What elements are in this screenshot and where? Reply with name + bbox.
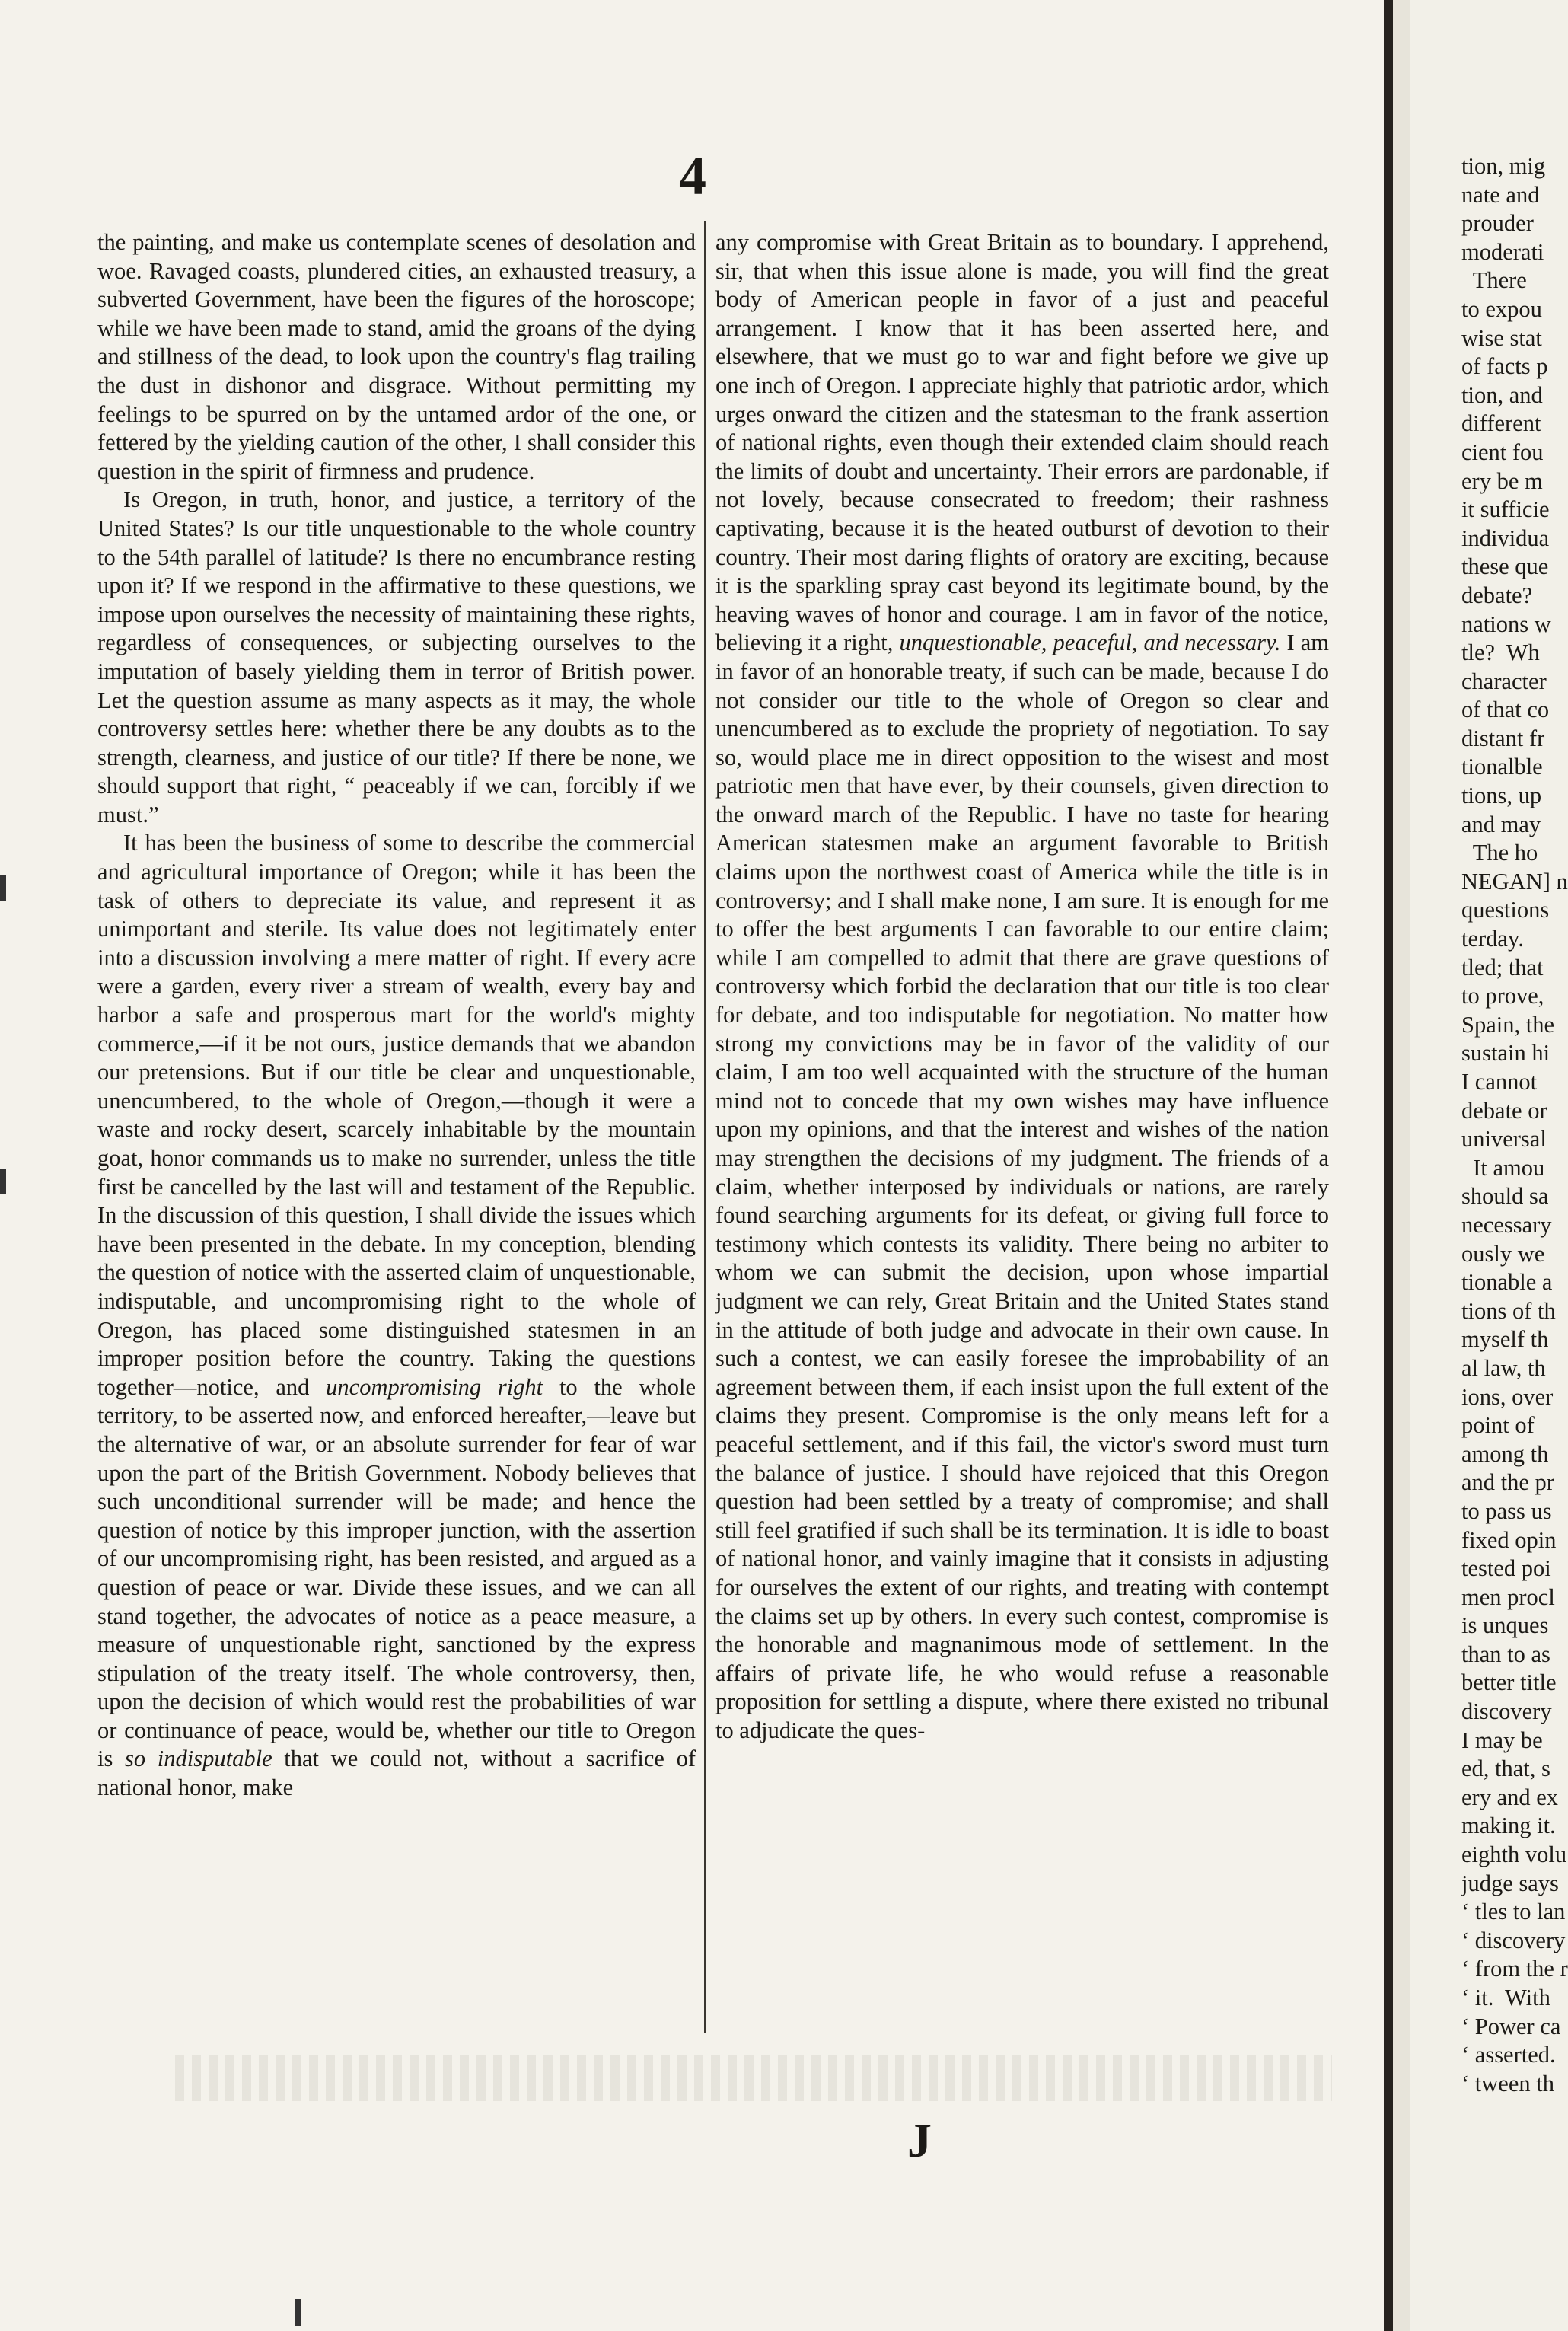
cropped-line: ed, that, s	[1461, 1755, 1550, 1782]
cropped-line: individua	[1461, 525, 1550, 551]
cropped-line: making it.	[1461, 1813, 1556, 1839]
italic-text: unquestionable, peaceful, and necessary.	[899, 630, 1281, 656]
cropped-line: tions, up	[1461, 783, 1542, 809]
cropped-line: ‘ Power ca	[1461, 2013, 1561, 2039]
cropped-line: than to as	[1461, 1641, 1550, 1667]
column-rule	[704, 221, 706, 2033]
text-span: any compromise with Great Britain as to boundary. I apprehend, sir, that when this issue alone is made, you will find the great body of American people in favor of a just and peaceful arrangement. I know that it has been asserted here, and elsewhere, that we must go to war and fight before we give up one inch of Oregon. I appreciate highly that patriotic ardor, which urges onward the citizen and the statesman to the frank assertion of national rights, even though their extended claim should reach the limits of doubt and uncertainty. Their errors are pardonable, if not lovely, because consecrated to freedom; their rashness captivating, because it is the heated outburst of devotion to their country. Their most daring flights of oratory are exciting, because it is the sparkling spray cast beyond its legitimate bound, by the heaving waves of honor and courage. I am in favor of the notice, believing it a right,	[715, 229, 1329, 656]
cropped-line: to pass us	[1461, 1497, 1552, 1524]
cropped-line: and the pr	[1461, 1469, 1554, 1496]
paragraph: the painting, and make us contemplate scenes of desolation and woe. Ravaged coasts, plundered cities, an exhausted treasury, a subverted Government, have been the figures of the horoscope; while we have been made to stand, amid the groans of the dying and stillness of the dead, to look upon the country's flag trailing the dust in dishonor and disgrace. Without permitting my feelings to be spurred on by the untamed ardor of the one, or fettered by the yielding caution of the other, I shall consider this question in the spirit of firmness and prudence.	[97, 229, 696, 484]
cropped-line: tled; that	[1461, 954, 1544, 981]
cropped-line: tionable a	[1461, 1269, 1553, 1296]
cropped-line: It amou	[1461, 1154, 1545, 1181]
text-column-1	[97, 228, 696, 2025]
cropped-line: tle? Wh	[1461, 639, 1540, 666]
gutter	[1393, 0, 1410, 2331]
cropped-line: ously we	[1461, 1240, 1545, 1267]
cropped-line: to expou	[1461, 295, 1542, 322]
cropped-line: fixed opin	[1461, 1526, 1557, 1553]
cropped-line: I may be	[1461, 1727, 1543, 1753]
cropped-line: men procl	[1461, 1583, 1555, 1610]
cropped-line: better title	[1461, 1669, 1557, 1696]
cropped-line: point of	[1461, 1412, 1535, 1439]
text-column-2	[715, 228, 1329, 2025]
cropped-line: myself th	[1461, 1326, 1549, 1353]
cropped-line: questions	[1461, 897, 1550, 923]
cropped-line: different	[1461, 410, 1541, 437]
cropped-line: ‘ discovery	[1461, 1927, 1566, 1953]
text-span: It has been the business of some to describe the commercial and agricultural importance of Oregon; while it has been the task of others to depreciate its value, and represent it as unimportant and sterile. Its value does not legitimately enter into a discussion involving a mere matter of right. If every acre were a garden, every river a stream of wealth, every bay and harbor a safe and prosperous mart for the world's mighty commerce,—if it be not ours, justice demands that we abandon our pretensions. But if our title be clear and unquestionable, unencumbered, to the whole of Oregon,—though it were a waste and rocky desert, scarcely inhabitable by the mountain goat, honor commands us to make no surrender, unless the title first be cancelled by the last will and testament of the Republic. In the discussion of this question, I shall divide the issues which have been presented in the debate. In my conception, blending the question of notice with the asserted claim of unquestionable, indisputable, and uncompromising right to the whole of Oregon, has placed some distinguished statesmen in an improper position before the country. Taking the questions together—notice, and	[97, 830, 696, 1400]
cropped-line: tionalble	[1461, 754, 1543, 780]
paragraph	[97, 829, 696, 1802]
cropped-line: discovery	[1461, 1698, 1552, 1725]
cropped-line: judge says	[1461, 1870, 1559, 1896]
cropped-line: debate or	[1461, 1097, 1547, 1124]
italic-text: so indisputable	[125, 1746, 272, 1772]
cropped-line: these que	[1461, 553, 1549, 580]
signature-mark: J	[907, 2113, 932, 2167]
cropped-line: ‘ from the r	[1461, 1956, 1568, 1982]
cropped-line: wise stat	[1461, 324, 1542, 351]
cropped-line: tion, mig	[1461, 153, 1546, 179]
cropped-line: should sa	[1461, 1183, 1549, 1210]
cropped-line: ‘ tles to lan	[1461, 1899, 1566, 1925]
cropped-line: I cannot	[1461, 1069, 1538, 1095]
cropped-line: debate?	[1461, 582, 1533, 608]
show-through-text	[175, 2055, 1332, 2101]
cropped-line: al law, th	[1461, 1354, 1546, 1381]
cropped-line: is unques	[1461, 1612, 1549, 1639]
cropped-line: Spain, the	[1461, 1011, 1554, 1038]
cropped-line: The ho	[1461, 840, 1538, 866]
italic-text: uncompromising right	[326, 1373, 543, 1400]
cropped-line: nations w	[1461, 611, 1551, 637]
cropped-line: of facts p	[1461, 353, 1548, 380]
cropped-line: distant fr	[1461, 725, 1545, 751]
text-span: to the whole territory, to be asserted now, and enforced hereafter,—leave but the alternative of war, or an absolute surrender for fear of war upon the part of the British Government. Nobody believes that such unconditional surrender will be made; and hence the question of notice by this improper junction, with the assertion of our uncompromising right, has been resisted, and argued as a question of peace or war. Divide these issues, and we can all stand together, the advocates of notice as a peace measure, a measure of unquestionable right, sanctioned by the express stipulation of the treaty itself. The whole controversy, then, upon the decision of which would rest the probabilities of war or continuance of peace, would be, whether our title to Oregon is	[97, 1373, 696, 1772]
margin-mark	[0, 1169, 6, 1194]
page-number: 4	[679, 145, 706, 206]
cropped-line: to prove,	[1461, 983, 1544, 1009]
cropped-line: character	[1461, 668, 1547, 694]
cropped-line: necessary	[1461, 1211, 1552, 1238]
cropped-line: universal	[1461, 1126, 1547, 1153]
margin-mark	[295, 2299, 301, 2326]
page-edge-shadow	[1384, 0, 1393, 2331]
cropped-line: moderati	[1461, 238, 1544, 265]
cropped-line: prouder	[1461, 210, 1534, 237]
cropped-line: and may	[1461, 811, 1541, 837]
text-column-3-cropped	[1461, 152, 1568, 2208]
cropped-line: NEGAN] n	[1461, 868, 1568, 894]
cropped-line: of that co	[1461, 697, 1550, 723]
cropped-line: cient fou	[1461, 438, 1544, 465]
cropped-line: There	[1461, 267, 1527, 294]
cropped-line: ‘ asserted.	[1461, 2042, 1556, 2068]
text-span: I am in favor of an honorable treaty, if such can be made, because I do not consider our title to the whole of Oregon so clear and unencumbered as to exclude the propriety of negotiation. To say so, would place me in direct opposition to the wisest and most patriotic men that have ever, by their counsels, given direction to the onward march of the Republic. I have no taste for hearing American statesmen make an argument favorable to British claims upon the northwest coast of America while the title is in controversy; and I shall make none, I am sure. It is enough for me to offer the best arguments I can favorable to our entire claim; while I am compelled to admit that there are grave questions of controversy which forbid the declaration that our title is too clear for debate, and too indisputable for negotiation. No matter how strong my convictions may be in favor of the validity of our claim, I am too well acquainted with the structure of the human mind not to concede that my own wishes may have influence upon my opinions, and that the interest and wishes of the nation may strengthen the decisions of my judgment. The friends of a claim, whether interposed by individuals or nations, are rarely found searching arguments for its defeat, or giving full force to testimony which contests its validity. There being no arbiter to whom we can submit the decision, upon whose impartial judgment we can rely, Great Britain and the United States stand in the attitude of both judge and advocate in their own cause. In such a contest, we can easily foresee the improbability of an agreement between them, if each insist upon the full extent of the claims they present. Compromise is the only means left for a peaceful settlement, and if this fail, the victor's sword must turn the balance of justice. I should have rejoiced that this Oregon question had been settled by a treaty of compromise; and shall still feel gratified if such shall be its termination. It is idle to boast of national honor, and vainly imagine that it consists in adjusting for ourselves the extent of our rights, and treating with contempt the claims set up by others. In every such contest, compromise is the honorable and magnanimous mode of settlement. In the affairs of private life, he who would refuse a reasonable proposition for settling a dispute, where there existed no tribunal to adjudicate the ques-	[715, 630, 1329, 1743]
cropped-line: tions of th	[1461, 1297, 1556, 1324]
margin-mark	[0, 875, 6, 901]
cropped-line: ery be m	[1461, 467, 1543, 494]
cropped-line: eighth volu	[1461, 1842, 1567, 1868]
cropped-line: terday.	[1461, 926, 1524, 952]
paragraph: Is Oregon, in truth, honor, and justice, a territory of the United States? Is our title unquestionable to the whole country to the 54th parallel of latitude? Is there no encumbrance resting upon it? If we respond in the affirmative to these questions, we impose upon ourselves the necessity of maintaining these rights, regardless of consequences, or subjecting ourselves to the imputation of basely yielding them in terror of British power. Let the question assume as many aspects as it may, the whole controversy settles here: whether there be any doubts as to the strength, clearness, and justice of our title? If there be none, we should support that right, “ peaceably if we can, forcibly if we must.”	[97, 486, 696, 827]
cropped-line: nate and	[1461, 181, 1540, 208]
cropped-line: ‘ it. With	[1461, 1985, 1550, 2011]
cropped-line: it sufficie	[1461, 496, 1550, 523]
text-span: that we could not, without a sacrifice of national honor, make	[97, 1746, 696, 1801]
cropped-line: among th	[1461, 1440, 1549, 1467]
cropped-line: tested poi	[1461, 1555, 1551, 1582]
cropped-line: sustain hi	[1461, 1040, 1550, 1067]
cropped-line: ‘ tween th	[1461, 2070, 1554, 2097]
cropped-line: ery and ex	[1461, 1784, 1559, 1810]
cropped-line: tion, and	[1461, 381, 1543, 408]
cropped-line: ions, over	[1461, 1383, 1554, 1410]
paragraph	[715, 228, 1329, 1745]
